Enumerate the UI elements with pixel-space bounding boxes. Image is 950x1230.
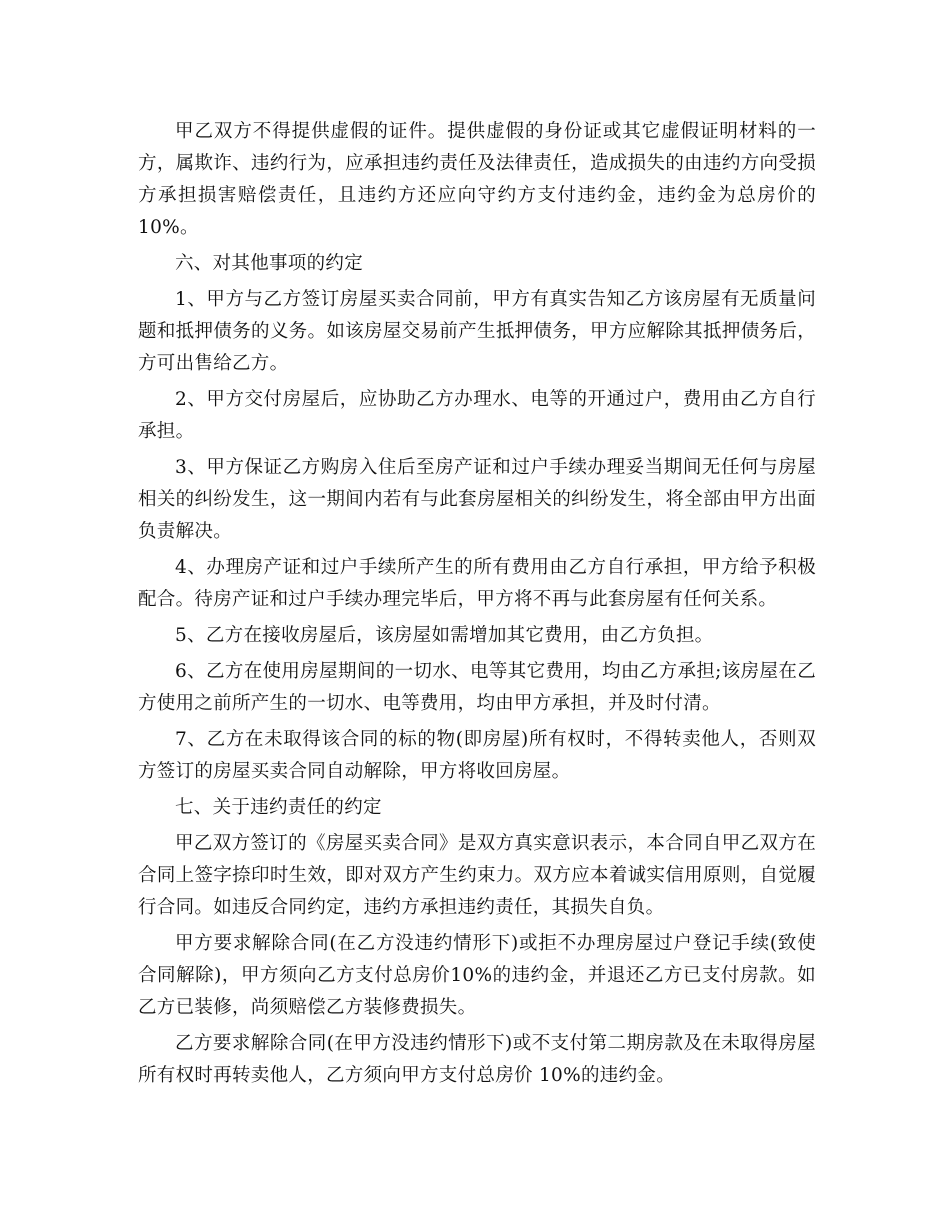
paragraph-contract-effect: 甲乙双方签订的《房屋买卖合同》是双方真实意识表示，本合同自甲乙双方在合同上签字捺印时生效，即对双方产生约束力。双方应本着诚实信用原则，自觉履行合同。如违反合同约定，违约方承担违约责任，其损失自负。 bbox=[138, 833, 816, 918]
paragraph-false-documents: 甲乙双方不得提供虚假的证件。提供虚假的身份证或其它虚假证明材料的一方，属欺诈、违约行为，应承担违约责任及法律责任，造成损失的由违约方向受损方承担损害赔偿责任，且违约方还应向守约方支付违约金，违约金为总房价的10%。 bbox=[138, 121, 816, 238]
section-heading-other-matters: 六、对其他事项的约定 bbox=[175, 253, 364, 274]
clause-7-resale: 7、乙方在未取得该合同的标的物(即房屋)所有权时，不得转卖他人，否则双方签订的房屋买卖合同自动解除，甲方将收回房屋。 bbox=[138, 729, 816, 782]
clause-2-utilities-transfer: 2、甲方交付房屋后，应协助乙方办理水、电等的开通过户，费用由乙方自行承担。 bbox=[138, 389, 816, 442]
paragraph-seller-breach: 甲方要求解除合同(在乙方没违约情形下)或拒不办理房屋过户登记手续(致使合同解除)，甲方须向乙方支付总房价10%的违约金，并退还乙方已支付房款。如乙方已装修，尚须赔偿乙方装修费损失。 bbox=[138, 933, 816, 1018]
document-body bbox=[138, 116, 816, 1096]
paragraph-buyer-breach: 乙方要求解除合同(在甲方没违约情形下)或不支付第二期房款及在未取得房屋所有权时再转卖他人，乙方须向甲方支付总房价 10%的违约金。 bbox=[138, 1033, 816, 1086]
section-heading-liability: 七、关于违约责任的约定 bbox=[175, 797, 382, 818]
clause-4-transfer-fees: 4、办理房产证和过户手续所产生的所有费用由乙方自行承担，甲方给予积极配合。待房产证和过户手续办理完毕后，甲方将不再与此套房屋有任何关系。 bbox=[138, 557, 816, 610]
clause-1-disclosure: 1、甲方与乙方签订房屋买卖合同前，甲方有真实告知乙方该房屋有无质量问题和抵押债务的义务。如该房屋交易前产生抵押债务，甲方应解除其抵押债务后，方可出售给乙方。 bbox=[138, 289, 816, 374]
clause-5-additional-costs: 5、乙方在接收房屋后，该房屋如需增加其它费用，由乙方负担。 bbox=[175, 625, 714, 646]
clause-6-utility-costs: 6、乙方在使用房屋期间的一切水、电等其它费用，均由乙方承担;该房屋在乙方使用之前所产生的一切水、电等费用，均由甲方承担，并及时付清。 bbox=[138, 661, 816, 714]
clause-3-disputes: 3、甲方保证乙方购房入住后至房产证和过户手续办理妥当期间无任何与房屋相关的纠纷发生，这一期间内若有与此套房屋相关的纠纷发生，将全部由甲方出面负责解决。 bbox=[138, 457, 816, 542]
